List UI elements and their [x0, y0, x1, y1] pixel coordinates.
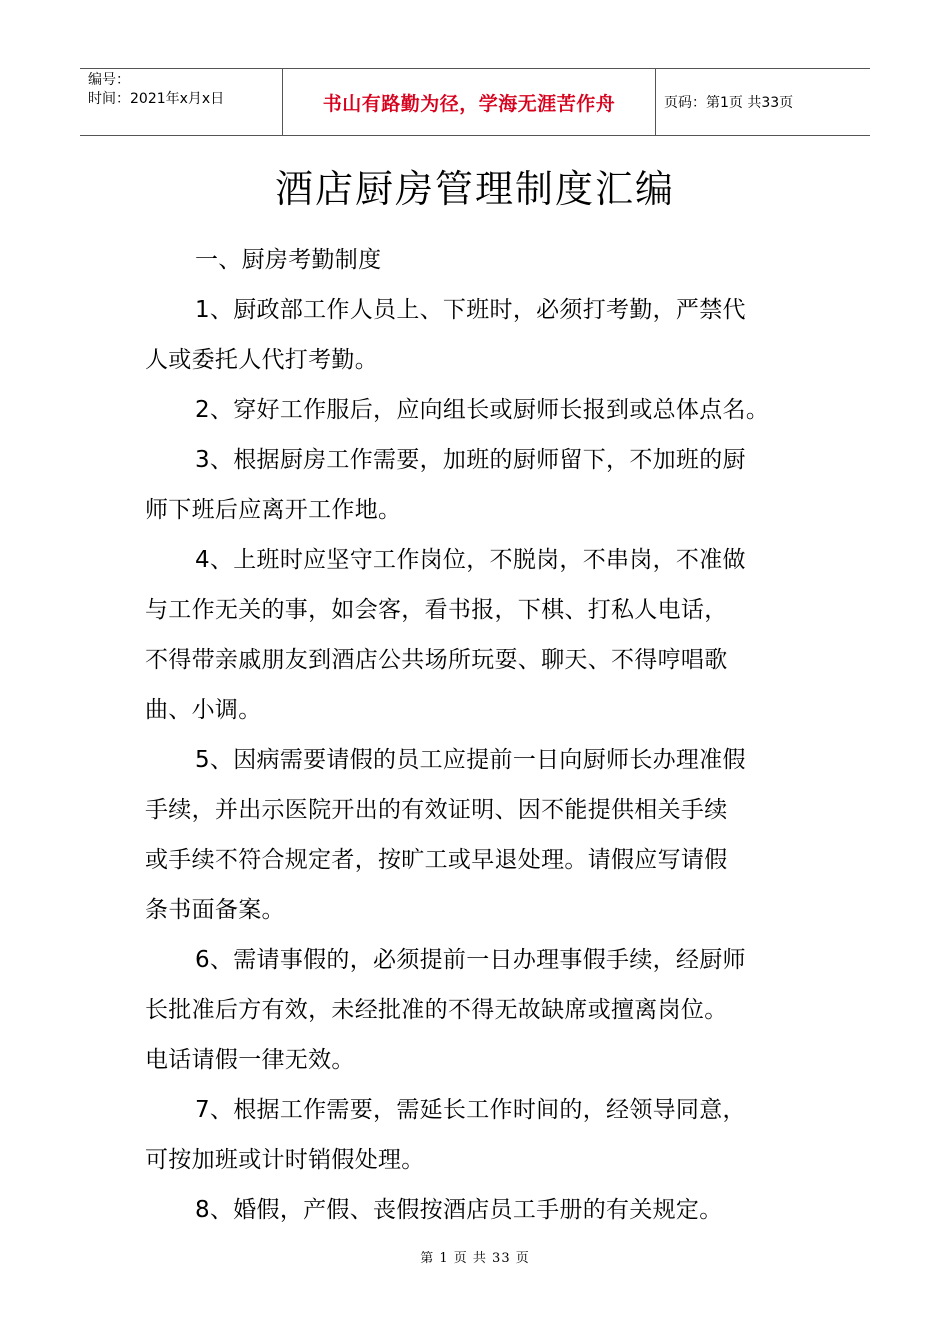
paragraph-line: 2、穿好工作服后，应向组长或厨师长报到或总体点名。: [195, 397, 770, 423]
date-label: 时间：2021年x月x日: [88, 91, 225, 107]
page-footer: 第 1 页 共 33 页: [420, 1251, 530, 1266]
paragraph-line: 曲、小调。: [145, 697, 262, 723]
document-title: 酒店厨房管理制度汇编: [274, 167, 675, 211]
paragraph-line: 1、厨政部工作人员上、下班时，必须打考勤，严禁代: [195, 297, 746, 323]
paragraph-line: 条书面备案。: [145, 897, 285, 923]
paragraph-line: 长批准后方有效，未经批准的不得无故缺席或擅离岗位。: [145, 997, 728, 1023]
number-label: 编号：: [88, 72, 130, 88]
paragraph-line: 3、根据厨房工作需要，加班的厨师留下，不加班的厨: [195, 447, 746, 473]
document-header: [80, 68, 870, 136]
paragraph-line: 师下班后应离开工作地。: [145, 497, 402, 523]
paragraph-line: 或手续不符合规定者，按旷工或早退处理。请假应写请假: [145, 847, 728, 873]
header-page-info: 页码：第1页 共33页: [664, 95, 794, 111]
paragraph-line: 不得带亲戚朋友到酒店公共场所玩耍、聊天、不得哼唱歌: [145, 647, 728, 673]
paragraph-line: 5、因病需要请假的员工应提前一日向厨师长办理准假: [195, 747, 746, 773]
paragraph-line: 手续，并出示医院开出的有效证明、因不能提供相关手续: [145, 797, 728, 823]
paragraph-line: 8、婚假，产假、丧假按酒店员工手册的有关规定。: [195, 1197, 723, 1223]
paragraph-line: 4、上班时应坚守工作岗位，不脱岗，不串岗，不准做: [195, 547, 746, 573]
header-motto: 书山有路勤为径，学海无涯苦作舟: [282, 69, 656, 135]
header-meta: [80, 69, 282, 135]
paragraph-line: 7、根据工作需要，需延长工作时间的，经领导同意，: [195, 1097, 746, 1123]
paragraph-line: 人或委托人代打考勤。: [145, 347, 378, 373]
section-heading: 一、厨房考勤制度: [195, 247, 382, 273]
paragraph-line: 6、需请事假的，必须提前一日办理事假手续，经厨师: [195, 947, 746, 973]
paragraph-line: 与工作无关的事，如会客，看书报，下棋、打私人电话，: [145, 597, 728, 623]
paragraph-line: 可按加班或计时销假处理。: [145, 1147, 425, 1173]
paragraph-line: 电话请假一律无效。: [145, 1047, 355, 1073]
